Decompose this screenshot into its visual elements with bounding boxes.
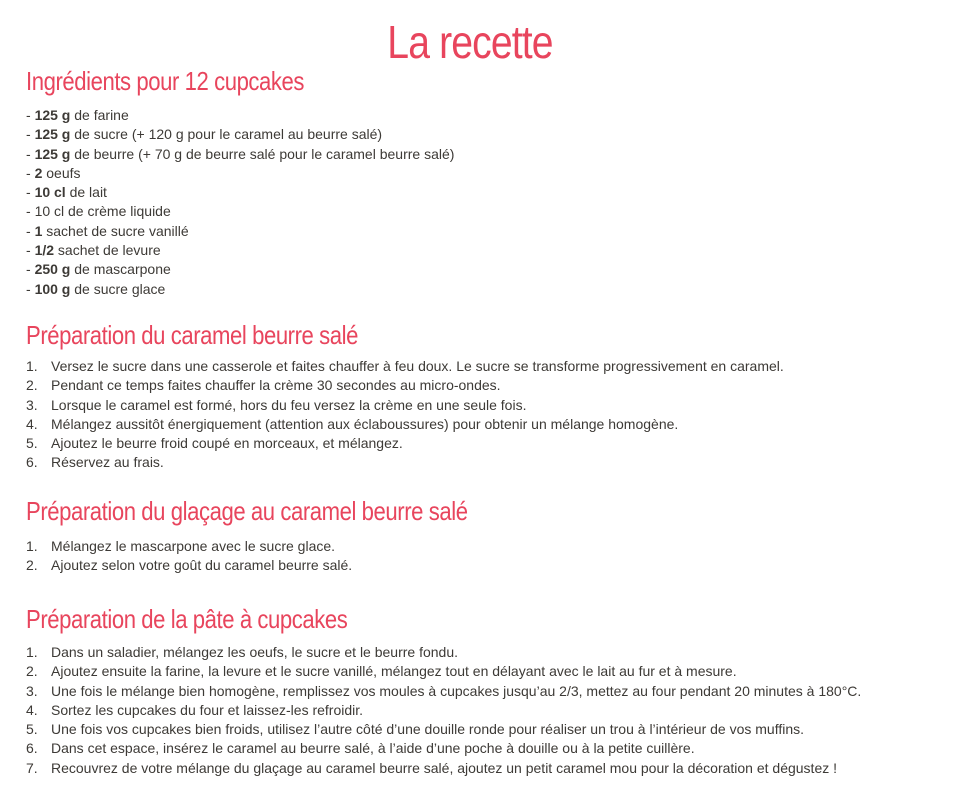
step-text: Ajoutez selon votre goût du caramel beurre salé. <box>51 557 353 574</box>
ingredient-text: de farine <box>70 107 129 123</box>
caramel-steps-list <box>26 357 784 473</box>
step-text: Mélangez le mascarpone avec le sucre glace. <box>51 538 336 554</box>
ingredient-dash: - <box>26 280 35 297</box>
step-text: Réservez au frais. <box>51 454 164 471</box>
step-item <box>26 434 784 453</box>
step-item <box>26 739 861 758</box>
ingredient-text: de lait <box>65 184 107 201</box>
ingredient-item <box>26 260 454 279</box>
ingredient-item <box>26 183 454 202</box>
ingredient-text: sachet de sucre vanillé <box>42 222 189 239</box>
step-item <box>26 376 784 395</box>
ingredient-quantity: 125 g <box>34 126 71 143</box>
step-number: 2. <box>26 557 38 574</box>
step-text: Sortez les cupcakes du four et laissez-les refroidir. <box>51 701 364 718</box>
step-number: 6. <box>26 740 38 757</box>
step-text: Lorsque le caramel est formé, hors du feu versez la crème en une seule fois. <box>51 396 527 413</box>
ingredient-text: de sucre glace <box>70 280 166 297</box>
page-title: La recette <box>387 16 553 68</box>
step-text: Ajoutez ensuite la farine, la levure et le sucre vanillé, mélangez tout en délayant avec le lait au fur et à mesure. <box>51 663 737 680</box>
step-number: 2. <box>26 377 38 394</box>
glacage-heading: Préparation du glaçage au caramel beurre salé <box>26 496 468 526</box>
step-item <box>26 415 784 434</box>
ingredient-quantity: 1/2 <box>34 242 55 259</box>
ingredient-dash: - <box>26 126 35 143</box>
ingredient-dash: - <box>26 203 35 220</box>
ingredient-dash: - <box>26 184 35 201</box>
ingredient-item <box>26 164 454 183</box>
step-text: Dans un saladier, mélangez les oeufs, le sucre et le beurre fondu. <box>51 644 459 660</box>
ingredient-item <box>26 106 454 125</box>
step-number: 4. <box>26 415 38 432</box>
ingredient-text: oeufs <box>42 164 81 181</box>
step-number: 5. <box>26 435 38 452</box>
ingredient-dash: - <box>26 261 35 278</box>
step-item <box>26 759 861 778</box>
ingredient-dash: - <box>26 164 35 181</box>
ingredient-quantity: 250 g <box>34 261 71 278</box>
step-number: 1. <box>26 358 38 374</box>
step-number: 1. <box>26 644 38 660</box>
step-number: 4. <box>26 701 38 718</box>
ingredient-item <box>26 280 454 299</box>
ingredient-item <box>26 125 454 144</box>
step-number: 3. <box>26 682 38 699</box>
step-item <box>26 720 861 739</box>
step-item <box>26 682 861 701</box>
ingredient-text: sachet de levure <box>54 242 161 259</box>
ingredient-text: 10 cl de crème liquide <box>34 203 171 220</box>
step-item <box>26 701 861 720</box>
step-item <box>26 643 861 662</box>
step-number: 6. <box>26 454 38 471</box>
ingredient-text: de mascarpone <box>70 261 171 278</box>
step-item <box>26 396 784 415</box>
ingredient-quantity: 125 g <box>34 145 71 162</box>
step-item <box>26 357 784 376</box>
ingredient-dash: - <box>26 242 35 259</box>
step-number: 5. <box>26 721 38 738</box>
ingredient-dash: - <box>26 222 35 239</box>
step-number: 7. <box>26 759 38 776</box>
ingredient-text: de beurre (+ 70 g de beurre salé pour le caramel beurre salé) <box>70 145 455 162</box>
caramel-heading: Préparation du caramel beurre salé <box>26 320 358 350</box>
step-number: 2. <box>26 663 38 680</box>
ingredients-heading: Ingrédients pour 12 cupcakes <box>26 66 305 96</box>
step-text: Une fois vos cupcakes bien froids, utilisez l’autre côté d’une douille ronde pour réaliser un trou à l’intérieur de vos muffins. <box>51 721 805 738</box>
step-text: Ajoutez le beurre froid coupé en morceaux, et mélangez. <box>51 435 403 452</box>
ingredient-quantity: 1 <box>34 222 43 239</box>
ingredient-item <box>26 202 454 221</box>
ingredient-item <box>26 241 454 260</box>
step-text: Versez le sucre dans une casserole et faites chauffer à feu doux. Le sucre se transforme progressivement en caramel. <box>51 358 784 374</box>
ingredient-text: de sucre (+ 120 g pour le caramel au beurre salé) <box>70 126 383 143</box>
glacage-steps-list <box>26 537 352 576</box>
ingredient-quantity: 100 g <box>34 280 71 297</box>
step-item <box>26 453 784 472</box>
step-text: Dans cet espace, insérez le caramel au beurre salé, à l’aide d’une poche à douille ou à la petite cuillère. <box>51 740 695 757</box>
ingredient-quantity: 10 cl <box>34 184 66 201</box>
ingredient-quantity: 125 g <box>34 107 71 123</box>
ingredient-item <box>26 145 454 164</box>
step-number: 1. <box>26 538 38 554</box>
step-item <box>26 556 352 575</box>
ingredients-list <box>26 106 454 299</box>
step-item <box>26 537 352 556</box>
pate-heading: Préparation de la pâte à cupcakes <box>26 604 348 634</box>
pate-steps-list <box>26 643 861 778</box>
step-text: Mélangez aussitôt énergiquement (attention aux éclaboussures) pour obtenir un mélange homogène. <box>51 415 679 432</box>
step-text: Pendant ce temps faites chauffer la crème 30 secondes au micro-ondes. <box>51 377 501 394</box>
ingredient-dash: - <box>26 107 35 123</box>
ingredient-quantity: 2 <box>34 164 43 181</box>
step-number: 3. <box>26 396 38 413</box>
step-text: Une fois le mélange bien homogène, remplissez vos moules à cupcakes jusqu’au 2/3, mettez au four pendant 20 minutes à 180°C. <box>51 682 862 699</box>
ingredient-item <box>26 222 454 241</box>
ingredient-dash: - <box>26 145 35 162</box>
step-item <box>26 662 861 681</box>
step-text: Recouvrez de votre mélange du glaçage au caramel beurre salé, ajoutez un petit caramel mou pour la décoration et dégustez ! <box>51 759 838 776</box>
